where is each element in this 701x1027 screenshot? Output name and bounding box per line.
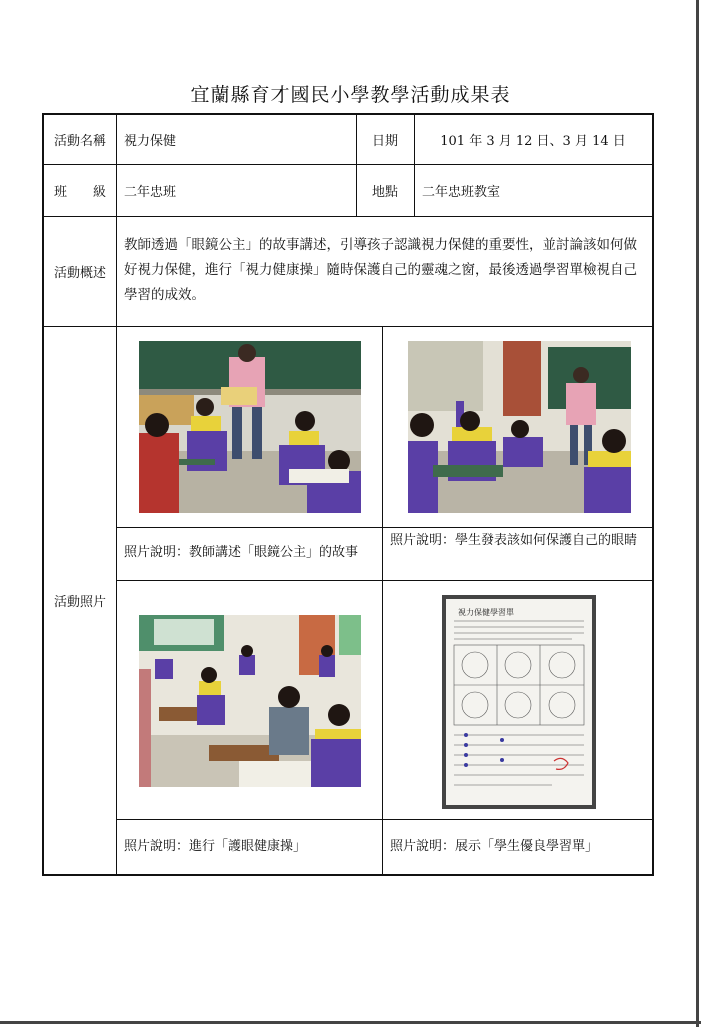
date-value: 101 年 3 月 12 日、3 月 14 日 <box>440 134 626 149</box>
activity-name-value: 視力保健 <box>124 134 177 149</box>
activity-report-table <box>42 113 654 876</box>
activity-name-label: 活動名稱 <box>53 134 106 149</box>
location-value: 二年忠班教室 <box>422 184 501 200</box>
page-edge <box>696 0 699 1027</box>
page-edge <box>0 1021 701 1024</box>
photos-label: 活動照片 <box>53 594 106 610</box>
row-divider <box>116 527 652 528</box>
row-divider <box>44 216 652 217</box>
photo-student-sharing <box>408 341 631 513</box>
location-label: 地點 <box>371 184 398 200</box>
page-title: 宜蘭縣育才國民小學教學活動成果表 <box>190 84 511 106</box>
summary-text: 教師透過「眼鏡公主」的故事講述，引導孩子認識視力保健的重要性，並討論該如何做好視力保健，進行「視力健康操」隨時保護自己的靈魂之窗，最後透過學習單檢視自己學習的成效。 <box>124 237 637 303</box>
photo-eye-exercises <box>139 615 361 787</box>
photo-caption: 照片說明：學生發表該如何保護自己的眼睛 <box>390 533 638 548</box>
row-divider <box>44 326 652 327</box>
class-value: 二年忠班 <box>124 184 177 200</box>
worksheet-title: 視力保健學習單 <box>458 608 514 617</box>
row-divider <box>116 819 652 820</box>
photo-worksheet <box>442 595 596 809</box>
photo-caption: 照片說明：教師講述「眼鏡公主」的故事 <box>124 545 359 560</box>
row-divider <box>116 580 652 581</box>
column-divider <box>116 115 117 874</box>
date-label: 日期 <box>371 134 398 149</box>
column-divider <box>382 326 383 874</box>
summary-label: 活動概述 <box>53 265 106 281</box>
photo-caption: 照片說明：進行「護眼健康操」 <box>124 839 307 854</box>
photo-caption: 照片說明：展示「學生優良學習單」 <box>390 839 599 854</box>
photo-teacher-storytelling <box>139 341 361 513</box>
class-label: 班 級 <box>53 184 106 200</box>
